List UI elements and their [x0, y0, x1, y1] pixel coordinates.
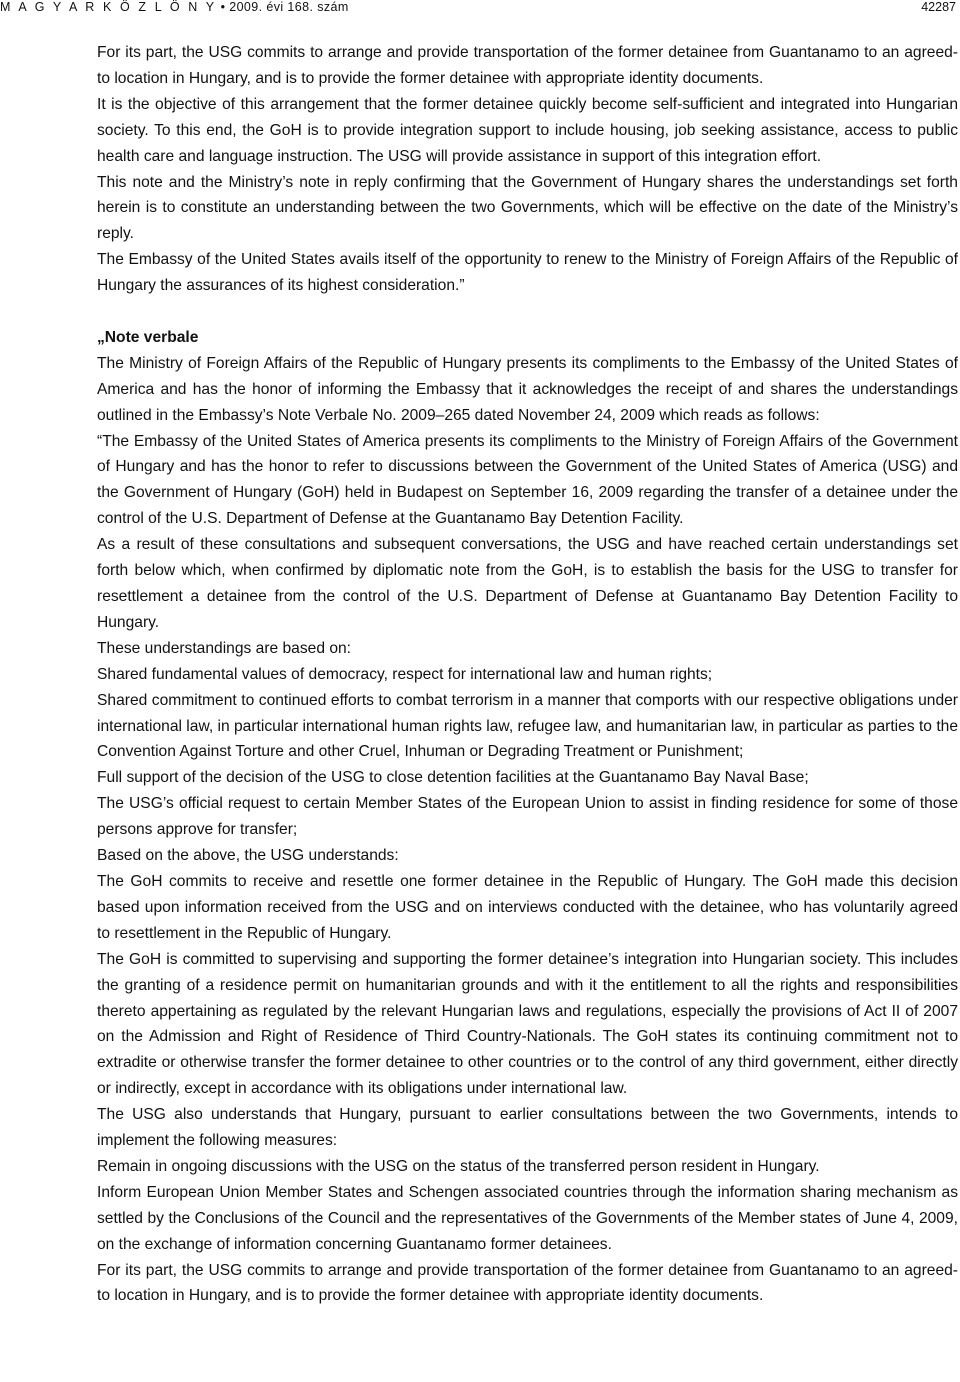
list-item-ongoing-discussions: Remain in ongoing discussions with the USG on the status of the transferred person resident in Hungary.: [97, 1157, 820, 1175]
page-number: 42287: [921, 0, 956, 14]
paragraph-closing-courtesy: The Embassy of the United States avails itself of the opportunity to renew to the Ministry of Foreign Affairs of the Republic of Hungary the assurances of its highest consideration.”: [97, 251, 958, 295]
issue-number: 2009. évi 168. szám: [229, 0, 349, 14]
paragraph-ministry-reply: The Ministry of Foreign Affairs of the Republic of Hungary presents its compliments to the Embassy of the United States of America and has the honor of informing the Embassy that it acknowledges the receipt of and shares the understandings outlined in the Embassy’s Note Verbale No. 2009–265 dated November 24, 2009 which reads as follows:: [97, 354, 958, 424]
list-item-close-facilities: Full support of the decision of the USG to close detention facilities at the Guantanamo Bay Naval Base;: [97, 769, 809, 787]
paragraph-transport: For its part, the USG commits to arrange and provide transportation of the former detainee from Guantanamo to an agreed-to location in Hungary, and is to provide the former detainee with appropriate identity documents.: [97, 44, 958, 87]
paragraph-usg-understands: Based on the above, the USG understands:: [97, 847, 399, 865]
paragraph-based-on: These understandings are based on:: [97, 639, 352, 657]
publication-name: M A G Y A R K Ö Z L Ö N Y: [0, 0, 217, 14]
paragraph-hungary-measures: The USG also understands that Hungary, pursuant to earlier consultations between the two Governments, intends to implement the following measures:: [97, 1106, 958, 1150]
list-item-shared-values: Shared fundamental values of democracy, respect for international law and human rights;: [97, 665, 713, 683]
paragraph-supervising-integration: The GoH is committed to supervising and supporting the former detainee’s integration into Hungarian society. This includes the granting of a residence permit on humanitarian grounds and with it the entitlement to all the rights and responsibilities thereto appertaining as regulated by the relevant Hungarian laws and regulations, especially the provisions of Act II of 2007 on the Admission and Right of Residence of Third Country-Nationals. The GoH states its continuing commitment not to extradite or otherwise transfer the former detainee to other countries or to the control of any third government, either directly or indirectly, except in accordance with its obligations under international law.: [97, 950, 958, 1098]
header-bullet: •: [220, 0, 226, 14]
list-item-official-request: The USG’s official request to certain Member States of the European Union to assist in finding residence for some of those persons approve for transfer;: [97, 795, 958, 839]
running-header: [0, 0, 960, 14]
paragraph-consultations: As a result of these consultations and subsequent conversations, the USG and have reached certain understandings set forth below which, when confirmed by diplomatic note from the GoH, is to establish the basis for the USG to transfer for resettlement a detainee from the control of the U.S. Department of Defense at Guantanamo Bay Detention Facility to Hungary.: [97, 536, 958, 631]
paragraph-integration-objective: It is the objective of this arrangement that the former detainee quickly become self-sufficient and integrated into Hungarian society. To this end, the GoH is to provide integration support to include housing, job seeking assistance, access to public health care and language instruction. The USG will provide assistance in support of this integration effort.: [97, 95, 958, 165]
paragraph-embassy-compliments: “The Embassy of the United States of America presents its compliments to the Ministry of Foreign Affairs of the Government of Hungary and has the honor to refer to discussions between the Government of the United States of America (USG) and the Government of Hungary (GoH) held in Budapest on September 16, 2009 regarding the transfer of a detainee under the control of the U.S. Department of Defense at the Guantanamo Bay Detention Facility.: [97, 432, 958, 528]
paragraph-transport-repeat: For its part, the USG commits to arrange and provide transportation of the former detainee from Guantanamo to an agreed-to location in Hungary, and is to provide the former detainee with appropriate identity documents.: [97, 1261, 958, 1305]
paragraph-understanding-effective: This note and the Ministry’s note in reply confirming that the Government of Hungary shares the understandings set forth herein is to constitute an understanding between the two Governments, which will be effective on the date of the Ministry’s reply.: [97, 173, 958, 243]
list-item-combat-terrorism: Shared commitment to continued efforts to combat terrorism in a manner that comports with our respective obligations under international law, in particular international human rights law, refugee law, and humanitarian law, in particular as parties to the Convention Against Torture and other Cruel, Inhuman or Degrading Treatment or Punishment;: [97, 691, 958, 761]
blank-line: [97, 299, 958, 325]
header-publication-info: [0, 0, 349, 14]
paragraph-resettle-commitment: The GoH commits to receive and resettle one former detainee in the Republic of Hungary. The GoH made this decision based upon information received from the USG and on interviews conducted with the detainee, who has voluntarily agreed to resettlement in the Republic of Hungary.: [97, 872, 958, 942]
document-body: [97, 40, 958, 1309]
list-item-inform-eu: Inform European Union Member States and Schengen associated countries through the information sharing mechanism as settled by the Conclusions of the Council and the representatives of the Governments of the Member states of June 4, 2009, on the exchange of information concerning Guantanamo former detainees.: [97, 1183, 958, 1253]
section-title: „Note verbale: [97, 328, 199, 346]
